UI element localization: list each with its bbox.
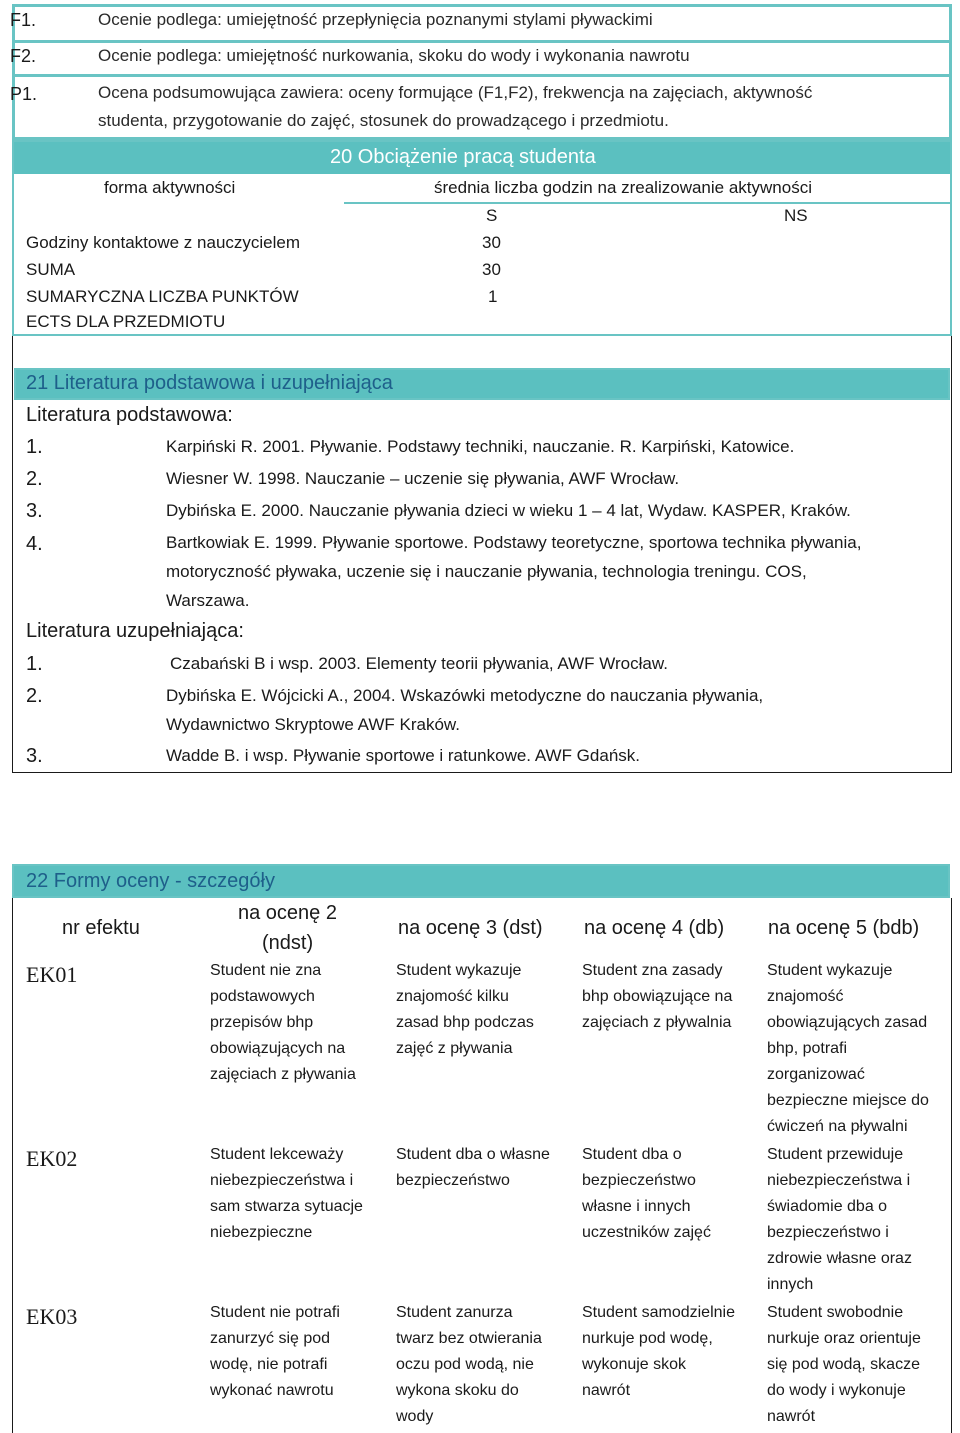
cell-line: bhp obowiązujące na bbox=[582, 988, 733, 1005]
col-nr-header: nr efektu bbox=[62, 917, 140, 939]
basic-literature-heading: Literatura podstawowa: bbox=[26, 404, 233, 426]
cell-line: zorganizować bbox=[767, 1066, 865, 1083]
grade-5-cell bbox=[767, 1300, 947, 1430]
workload-row-label: Godziny kontaktowe z nauczycielem bbox=[26, 233, 301, 252]
cell-line: zdrowie własne oraz bbox=[767, 1250, 912, 1267]
literature-item: Wiesner W. 1998. Nauczanie – uczenie się pływania, AWF Wrocław. bbox=[166, 469, 680, 488]
col-g4-header: na ocenę 4 (db) bbox=[584, 917, 725, 939]
cell-line: bezpieczeństwo i bbox=[767, 1224, 889, 1241]
list-number: 3. bbox=[26, 745, 43, 767]
cell-line: obowiązujących na bbox=[210, 1040, 346, 1057]
cell-line: Student nie potrafi bbox=[210, 1304, 340, 1321]
right-border bbox=[951, 898, 952, 1433]
cell-line: Student swobodnie bbox=[767, 1304, 904, 1321]
col-s-header: S bbox=[486, 206, 498, 225]
cell-line: wody bbox=[396, 1408, 434, 1425]
cell-line: oczu pod wodą, nie bbox=[396, 1356, 534, 1373]
cell-line: własne i innych bbox=[582, 1198, 691, 1215]
grade-5-cell bbox=[767, 1142, 947, 1298]
cell-line: Student dba o bbox=[582, 1146, 682, 1163]
cell-line: obowiązujących zasad bbox=[767, 1014, 928, 1031]
cell-line: Student zanurza bbox=[396, 1304, 513, 1321]
cell-line: Student lekceważy bbox=[210, 1146, 344, 1163]
effect-code: EK03 bbox=[26, 1304, 78, 1329]
list-number: 2. bbox=[26, 468, 43, 490]
cell-line: wykona skoku do bbox=[396, 1382, 519, 1399]
cell-line: się pod wodą, skacze bbox=[767, 1356, 920, 1373]
grade-3-cell bbox=[396, 958, 564, 1062]
assessment-code: P1. bbox=[10, 84, 38, 104]
workload-row-label: ECTS DLA PRZEDMIOTU bbox=[26, 312, 226, 331]
cell-line: do wody i wykonuje bbox=[767, 1382, 906, 1399]
cell-line: nurkuje oraz orientuje bbox=[767, 1330, 921, 1347]
left-border bbox=[12, 898, 13, 1433]
cell-line: wykonuje skok bbox=[582, 1356, 687, 1373]
row-divider bbox=[14, 74, 950, 77]
left-border bbox=[12, 336, 13, 772]
workload-row-label: SUMA bbox=[26, 260, 76, 279]
grade-3-cell bbox=[396, 1300, 564, 1430]
cell-line: wodę, nie potrafi bbox=[210, 1356, 328, 1373]
workload-row-label: SUMARYCZNA LICZBA PUNKTÓW bbox=[26, 287, 299, 306]
grading-title: 22 Formy oceny - szczegóły bbox=[26, 870, 275, 892]
effect-code: EK01 bbox=[26, 962, 78, 987]
cell-line: nawrót bbox=[582, 1382, 631, 1399]
grade-2-cell bbox=[210, 958, 378, 1088]
col-g2-header: (ndst) bbox=[262, 932, 314, 954]
list-number: 2. bbox=[26, 685, 43, 707]
col-hours-header: średnia liczba godzin na zrealizowanie aktywności bbox=[434, 178, 812, 197]
literature-title: 21 Literatura podstawowa i uzupełniająca bbox=[26, 372, 393, 394]
cell-line: Student przewiduje bbox=[767, 1146, 904, 1163]
cell-line: Student zna zasady bbox=[582, 962, 723, 979]
literature-item: Dybińska E. Wójcicki A., 2004. Wskazówki metodyczne do nauczania pływania, bbox=[166, 686, 764, 705]
cell-line: zajęć z pływania bbox=[396, 1040, 513, 1057]
cell-line: niebezpieczne bbox=[210, 1224, 313, 1241]
effect-code: EK02 bbox=[26, 1146, 78, 1171]
grade-4-cell bbox=[582, 1300, 750, 1404]
list-number: 3. bbox=[26, 500, 43, 522]
cell-line: Student samodzielnie bbox=[582, 1304, 735, 1321]
cell-line: nawrót bbox=[767, 1408, 816, 1425]
cell-line: świadomie dba o bbox=[767, 1198, 888, 1215]
assessment-code: F2. bbox=[10, 46, 37, 66]
cell-line: ćwiczeń na pływalni bbox=[767, 1118, 908, 1135]
assessment-text: studenta, przygotowanie do zajęć, stosunek do prowadzącego i przedmiotu. bbox=[98, 111, 669, 130]
assessment-text: Ocenie podlega: umiejętność nurkowania, skoku do wody i wykonania nawrotu bbox=[98, 46, 690, 65]
cell-line: bezpieczeństwo bbox=[396, 1172, 510, 1189]
cell-line: Student wykazuje bbox=[396, 962, 522, 979]
literature-item: Wadde B. i wsp. Pływanie sportowe i ratunkowe. AWF Gdańsk. bbox=[166, 746, 640, 765]
assessment-code: F1. bbox=[10, 10, 37, 30]
cell-line: niebezpieczeństwa i bbox=[210, 1172, 354, 1189]
cell-line: nurkuje pod wodę, bbox=[582, 1330, 713, 1347]
grade-3-cell bbox=[396, 1142, 564, 1194]
col-g2-header: na ocenę 2 bbox=[238, 902, 337, 924]
literature-item: Czabański B i wsp. 2003. Elementy teorii pływania, AWF Wrocław. bbox=[170, 654, 668, 673]
literature-item: Karpiński R. 2001. Pływanie. Podstawy techniki, nauczanie. R. Karpiński, Katowice. bbox=[166, 437, 795, 456]
cell-line: Student nie zna bbox=[210, 962, 322, 979]
right-border bbox=[951, 336, 952, 772]
list-number: 1. bbox=[26, 653, 43, 675]
assessment-text: Ocenie podlega: umiejętność przepłynięcia poznanymi stylami pływackimi bbox=[98, 10, 653, 29]
cell-line: podstawowych bbox=[210, 988, 315, 1005]
cell-line: innych bbox=[767, 1276, 814, 1293]
extra-literature-heading: Literatura uzupełniająca: bbox=[26, 620, 244, 642]
col-g5-header: na ocenę 5 (bdb) bbox=[768, 917, 920, 939]
cell-line: zasad bhp podczas bbox=[396, 1014, 534, 1031]
grade-2-cell bbox=[210, 1300, 378, 1404]
workload-row-s: 1 bbox=[488, 287, 498, 306]
literature-item: Bartkowiak E. 1999. Pływanie sportowe. Podstawy teoretyczne, sportowa technika pływania, bbox=[166, 533, 862, 552]
assessment-text: Ocena podsumowująca zawiera: oceny formujące (F1,F2), frekwencja na zajęciach, aktywność bbox=[98, 83, 813, 102]
cell-line: bhp, potrafi bbox=[767, 1040, 848, 1057]
cell-line: uczestników zajęć bbox=[582, 1224, 711, 1241]
literature-item: Wydawnictwo Skryptowe AWF Kraków. bbox=[166, 715, 460, 734]
cell-line: twarz bez otwierania bbox=[396, 1330, 542, 1347]
cell-line: przepisów bhp bbox=[210, 1014, 314, 1031]
bottom-border bbox=[12, 772, 952, 773]
cell-line: zanurzyć się pod bbox=[210, 1330, 331, 1347]
cell-line: zajęciach z pływania bbox=[210, 1066, 356, 1083]
cell-line: bezpieczeństwo bbox=[582, 1172, 696, 1189]
cell-line: znajomość kilku bbox=[396, 988, 509, 1005]
grade-4-cell bbox=[582, 958, 750, 1036]
cell-line: bezpieczne miejsce do bbox=[767, 1092, 929, 1109]
list-number: 1. bbox=[26, 436, 43, 458]
grade-2-cell bbox=[210, 1142, 378, 1246]
list-number: 4. bbox=[26, 533, 43, 555]
cell-line: Student dba o własne bbox=[396, 1146, 550, 1163]
cell-line: wykonać nawrotu bbox=[210, 1382, 334, 1399]
col-g3-header: na ocenę 3 (dst) bbox=[398, 917, 543, 939]
cell-line: zajęciach z pływalnia bbox=[582, 1014, 732, 1031]
grade-5-cell bbox=[767, 958, 947, 1140]
literature-item: motoryczność pływaka, uczenie się i nauczanie pływania, technologia treningu. COS, bbox=[166, 562, 807, 581]
col-form-header: forma aktywności bbox=[104, 178, 236, 197]
cell-line: znajomość bbox=[767, 988, 844, 1005]
grade-4-cell bbox=[582, 1142, 750, 1246]
workload-row-s: 30 bbox=[482, 233, 501, 252]
cell-line: niebezpieczeństwa i bbox=[767, 1172, 911, 1189]
workload-title-band bbox=[14, 142, 950, 174]
col-ns-header: NS bbox=[784, 206, 808, 225]
header-divider bbox=[344, 202, 950, 204]
workload-title: 20 Obciążenie pracą studenta bbox=[330, 146, 596, 168]
literature-item: Warszawa. bbox=[166, 591, 250, 610]
literature-item: Dybińska E. 2000. Nauczanie pływania dzieci w wieku 1 – 4 lat, Wydaw. KASPER, Kraków. bbox=[166, 501, 851, 520]
cell-line: Student wykazuje bbox=[767, 962, 893, 979]
workload-row-s: 30 bbox=[482, 260, 501, 279]
cell-line: sam stwarza sytuacje bbox=[210, 1198, 363, 1215]
